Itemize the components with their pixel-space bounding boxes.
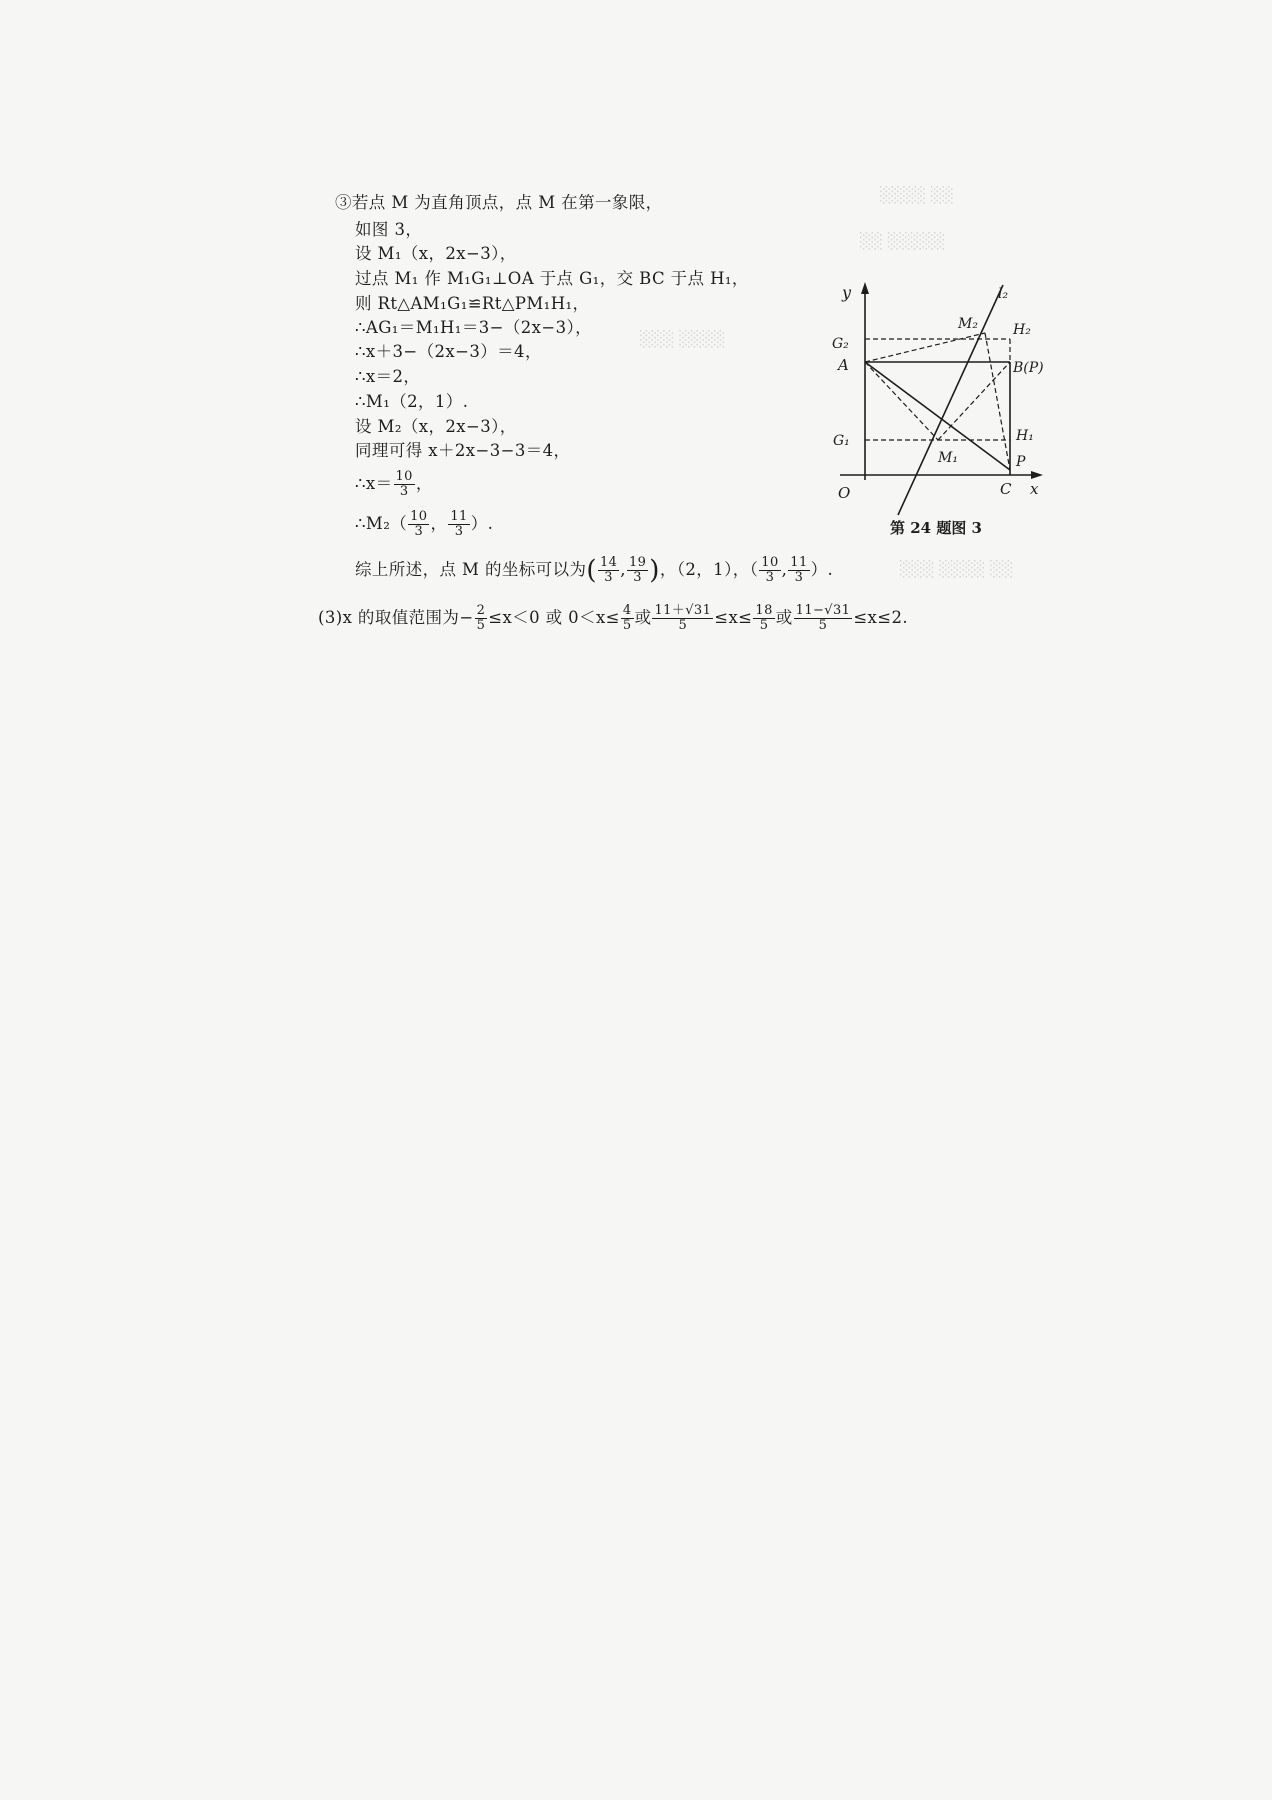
fraction: $\frac{10}{3}$ (395, 469, 413, 499)
ag1-line: ∴AG₁＝M₁H₁＝3−（2x−3）， (355, 318, 593, 337)
summary-line: 综上所述，点 M 的坐标可以为( $\frac{14}{3}$ , $\frac{19}{3}$ )，（2，1），（ $\frac{10}{3}$ , $\frac{11}{3}$ ）. (355, 555, 834, 586)
bleed-through-mark: ░░░░ ░░ (880, 186, 954, 204)
fraction: $\frac{11+√31}{5}$ (654, 603, 712, 633)
bleed-through-mark: ░░ ░░░░░ (860, 232, 946, 250)
case-heading: ③若点 M 为直角顶点，点 M 在第一象限， (335, 193, 663, 212)
part3-range-line: (3)x 的取值范围为− $\frac{2}{5}$ ≤x＜0 或 0＜x≤ $\frac{4}{5}$ 或 $\frac{11+√31}{5}$ ≤x≤ $\frac{18}{5}$ 或 $\frac{11-√31}{5}$ ≤x≤2. (318, 603, 909, 633)
fraction: $\frac{14}{3}$ (599, 555, 618, 585)
fraction: $\frac{11-√31}{5}$ (795, 603, 851, 633)
x-eq-2-line: ∴x＝2， (355, 367, 421, 386)
congruence-line: 则 Rt△AM₁G₁≌Rt△PM₁H₁， (355, 294, 590, 313)
construction-line: 过点 M₁ 作 M₁G₁⊥OA 于点 G₁，交 BC 于点 H₁， (355, 269, 749, 288)
label-A: A (838, 356, 849, 374)
geometry-figure (820, 275, 1060, 540)
see-figure-line: 如图 3， (355, 220, 423, 239)
label-l2: l₂ (998, 286, 1009, 302)
label-H2: H₂ (1013, 322, 1031, 338)
equation2: x＋2x−3−3＝4， (428, 441, 571, 460)
fraction: $\frac{18}{5}$ (755, 603, 773, 633)
fraction: $\frac{10}{3}$ (761, 555, 779, 585)
figure-caption: 第 24 题图 3 (890, 519, 982, 537)
bleed-through-mark: ░░░ ░░░░ (640, 330, 726, 348)
dashed-M1-P (938, 362, 1010, 440)
label-O: O (838, 484, 851, 502)
dashed-M2-P (985, 333, 1010, 470)
m1-coord-line: ∴M₁（2，1）. (355, 392, 469, 411)
label-BP: B(P) (1013, 360, 1044, 376)
x-axis-arrow (1031, 471, 1043, 479)
y-axis-arrow (861, 282, 869, 294)
line-l2 (898, 285, 1003, 515)
fraction: $\frac{11}{3}$ (450, 509, 468, 539)
bleed-through-mark: ░░░ ░░░░ ░░ (900, 560, 1014, 578)
label-y: y (842, 283, 852, 302)
label-M2: M₂ (958, 316, 978, 332)
label-G2: G₂ (832, 336, 849, 352)
similarly-prefix: 同理可得 (355, 441, 423, 460)
label-M1: M₁ (938, 450, 958, 466)
label-G1: G₁ (833, 433, 850, 449)
label-C: C (1000, 480, 1012, 498)
fraction: $\frac{19}{3}$ (628, 555, 647, 585)
label-x: x (1030, 480, 1039, 498)
equation1-line: ∴x＋3−（2x−3）＝4， (355, 342, 542, 361)
x-eq-prefix: ∴x＝ (355, 474, 393, 493)
m2-coord-line: ∴M₂（ $\frac{10}{3}$ ， $\frac{11}{3}$ ）. (355, 509, 494, 539)
set-m1-line: 设 M₁（x，2x−3）， (355, 244, 517, 263)
label-P: P (1016, 454, 1026, 470)
dashed-A-M2 (865, 333, 985, 362)
dashed-A-M1 (865, 362, 938, 440)
x-eq-fraction-line: ∴x＝ $\frac{10}{3}$ ， (355, 469, 433, 499)
label-H1: H₁ (1016, 428, 1034, 444)
fraction: $\frac{11}{3}$ (790, 555, 808, 585)
set-m2-line: 设 M₂（x，2x−3）， (355, 417, 517, 436)
similarly-line (355, 440, 570, 462)
fraction: $\frac{10}{3}$ (410, 509, 428, 539)
fraction: $\frac{2}{5}$ (476, 603, 486, 633)
fraction: $\frac{4}{5}$ (622, 603, 632, 633)
